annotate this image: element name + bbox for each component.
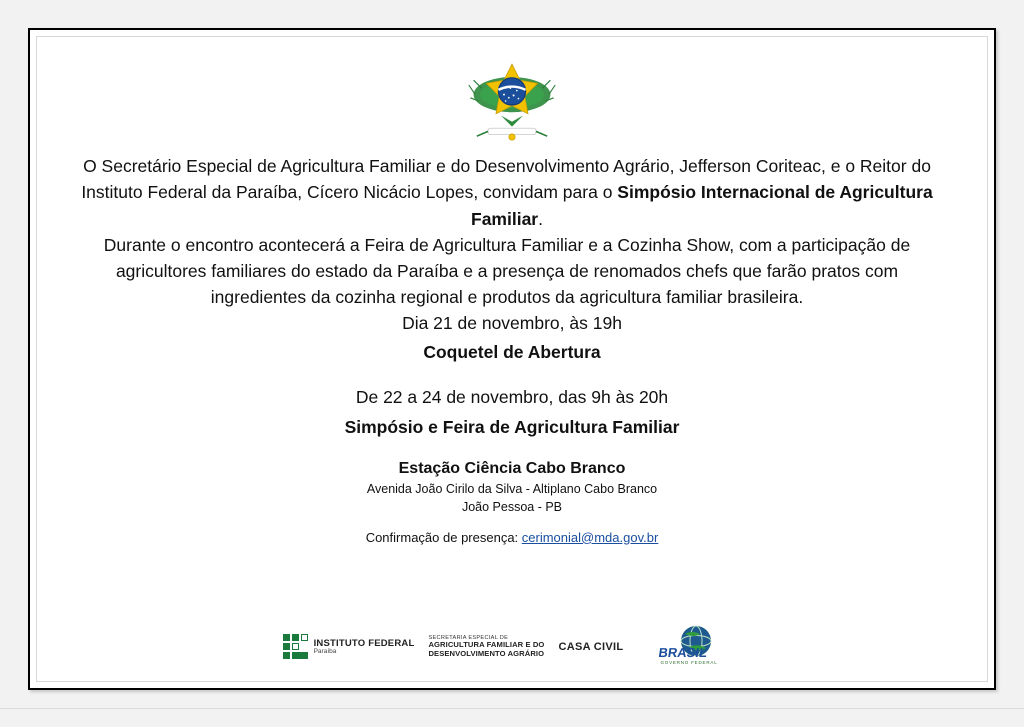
paragraph-1-event-name: Simpósio Internacional de Agricultura Familiar [471, 182, 933, 229]
invitation-card [28, 28, 996, 690]
schedule-title-2: Simpósio e Feira de Agricultura Familiar [344, 416, 680, 437]
brazil-coat-of-arms-icon [464, 53, 560, 149]
paragraph-1-text-b: . [538, 208, 543, 229]
confirmation-line [77, 530, 947, 545]
page-bottom-strip [0, 708, 1024, 727]
paragraph-1-text-a: O Secretário Especial de Agricultura Familiar e do Desenvolvimento Agrário, Jefferson Coriteac, e o Reitor do Instituto Federal da Paraíba, Cícero Nicácio Lopes, convidam para o [81, 156, 931, 203]
paragraph-description: Durante o encontro acontecerá a Feira de Agricultura Familiar e a Cozinha Show, com a participação de agricultores familiares do estado da Paraíba e a presença de renomados chefs que farão pratos com ingredientes da cozinha regional e produtos da agricultura familiar brasileira. [103, 234, 911, 308]
confirmation-email-link[interactable]: cerimonial@mda.gov.br [521, 529, 659, 545]
invitation-inner [36, 36, 988, 682]
schedule-title-1: Coquetel de Abertura [423, 341, 601, 362]
instituto-federal-text [314, 639, 415, 656]
confirmation-label: Confirmação de presença: [365, 529, 522, 545]
logo-secretaria [428, 635, 544, 659]
svg-text:BRASIL: BRASIL [658, 645, 709, 660]
instituto-federal-name: INSTITUTO FEDERAL [313, 637, 415, 649]
venue-address: Avenida João Cirilo da Silva - Altiplano Cabo Branco [366, 482, 658, 496]
schedule-date-1: Dia 21 de novembro, às 19h [402, 312, 622, 333]
venue-name: Estação Ciência Cabo Branco [398, 460, 626, 477]
logo-instituto-federal [283, 634, 415, 660]
instituto-federal-mark-icon [283, 634, 309, 660]
logo-row [37, 619, 987, 675]
secretaria-line-1: SECRETARIA ESPECIAL DE [428, 635, 509, 642]
brasil-globe-icon [637, 623, 741, 671]
secretaria-line-3: DESENVOLVIMENTO AGRÁRIO [428, 649, 545, 659]
logo-casa-civil: CASA CIVIL [558, 641, 624, 653]
paragraph-invitation [77, 153, 937, 232]
instituto-federal-unit: Paraíba [313, 647, 337, 655]
logo-brasil-governo-federal [637, 623, 741, 671]
secretaria-line-2: AGRICULTURA FAMILIAR E DO [428, 640, 545, 650]
schedule-date-2: De 22 a 24 de novembro, das 9h às 20h [355, 387, 669, 408]
venue-city: João Pessoa - PB [461, 499, 563, 514]
svg-text:GOVERNO FEDERAL: GOVERNO FEDERAL [660, 660, 718, 665]
